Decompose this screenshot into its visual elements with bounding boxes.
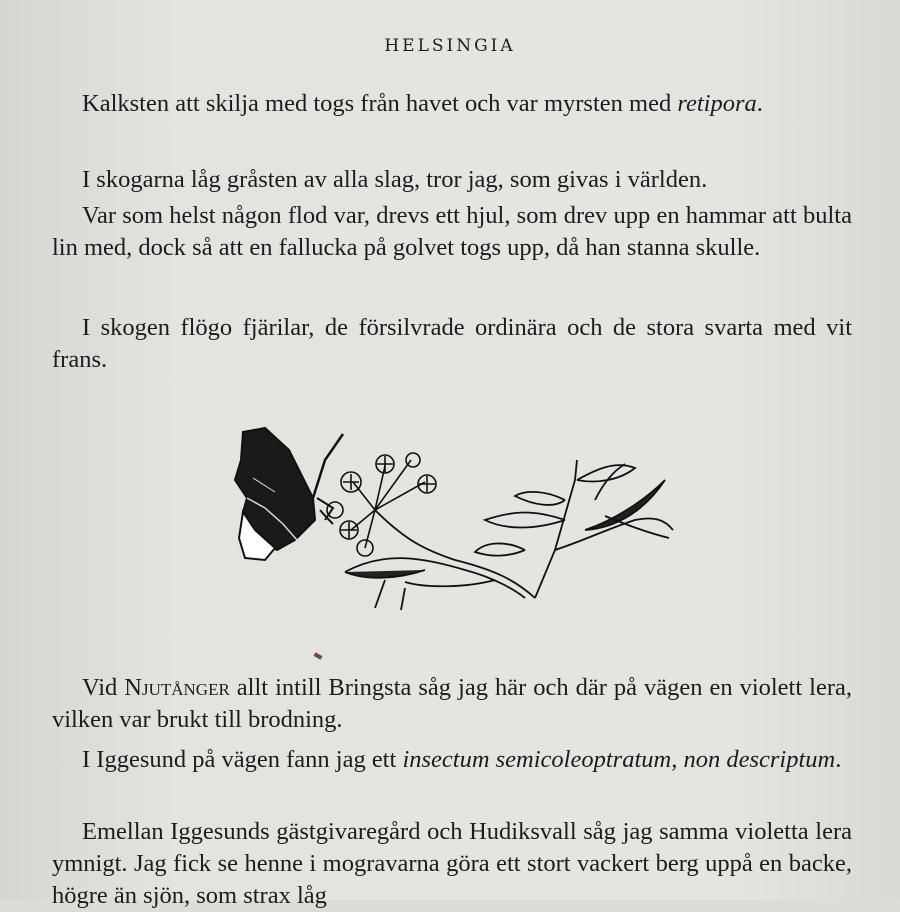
paragraph-njutanger — [52, 672, 852, 736]
italic-term: retipora — [677, 90, 757, 117]
paragraph-hudiksvall: Emellan Iggesunds gästgivaregård och Hudiksvall såg jag samma violetta lera ymnigt. Jag fick se henne i mogravarna göra ett stort vackert berg uppå en backe, högre än sjön, som strax låg — [52, 818, 852, 909]
paragraph-text: I Iggesund på vägen fann jag ett — [82, 746, 403, 773]
paragraph-text: Kalksten att skilja med togs från havet och var myrsten med — [82, 90, 678, 117]
running-header: HELSINGIA — [384, 36, 516, 56]
italic-term: insectum semicoleoptratum, non descriptum — [402, 746, 836, 773]
place-name: Njutånger — [124, 674, 230, 701]
paragraph-wheel: Var som helst någon flod var, drevs ett hjul, som drev upp en hammar att bulta lin med, dock så att en fallucka på golvet togs upp, då han stanna skulle. — [52, 202, 852, 261]
paragraph-punctuation: . — [756, 90, 763, 117]
paragraph-text: allt intill Bringsta såg jag här och där på vägen en violett lera, vilken var brukt till brodning. — [52, 674, 853, 733]
paragraph-limestone — [52, 88, 852, 120]
flower-umbel-icon — [327, 453, 436, 556]
paragraph-text: Vid — [82, 674, 125, 701]
paragraph-punctuation: . — [835, 746, 842, 773]
paragraph-butterflies: I skogen flögo fjärilar, de försilvrade ordinära och de stora svarta med vit frans. — [52, 314, 852, 373]
butterfly-icon — [235, 428, 343, 560]
print-mark — [314, 652, 323, 659]
paragraph-forests: I skogarna låg gråsten av alla slag, tror jag, som givas i världen. — [82, 166, 708, 193]
paragraph-iggesund — [52, 744, 852, 776]
butterfly-plant-illustration — [225, 420, 685, 620]
